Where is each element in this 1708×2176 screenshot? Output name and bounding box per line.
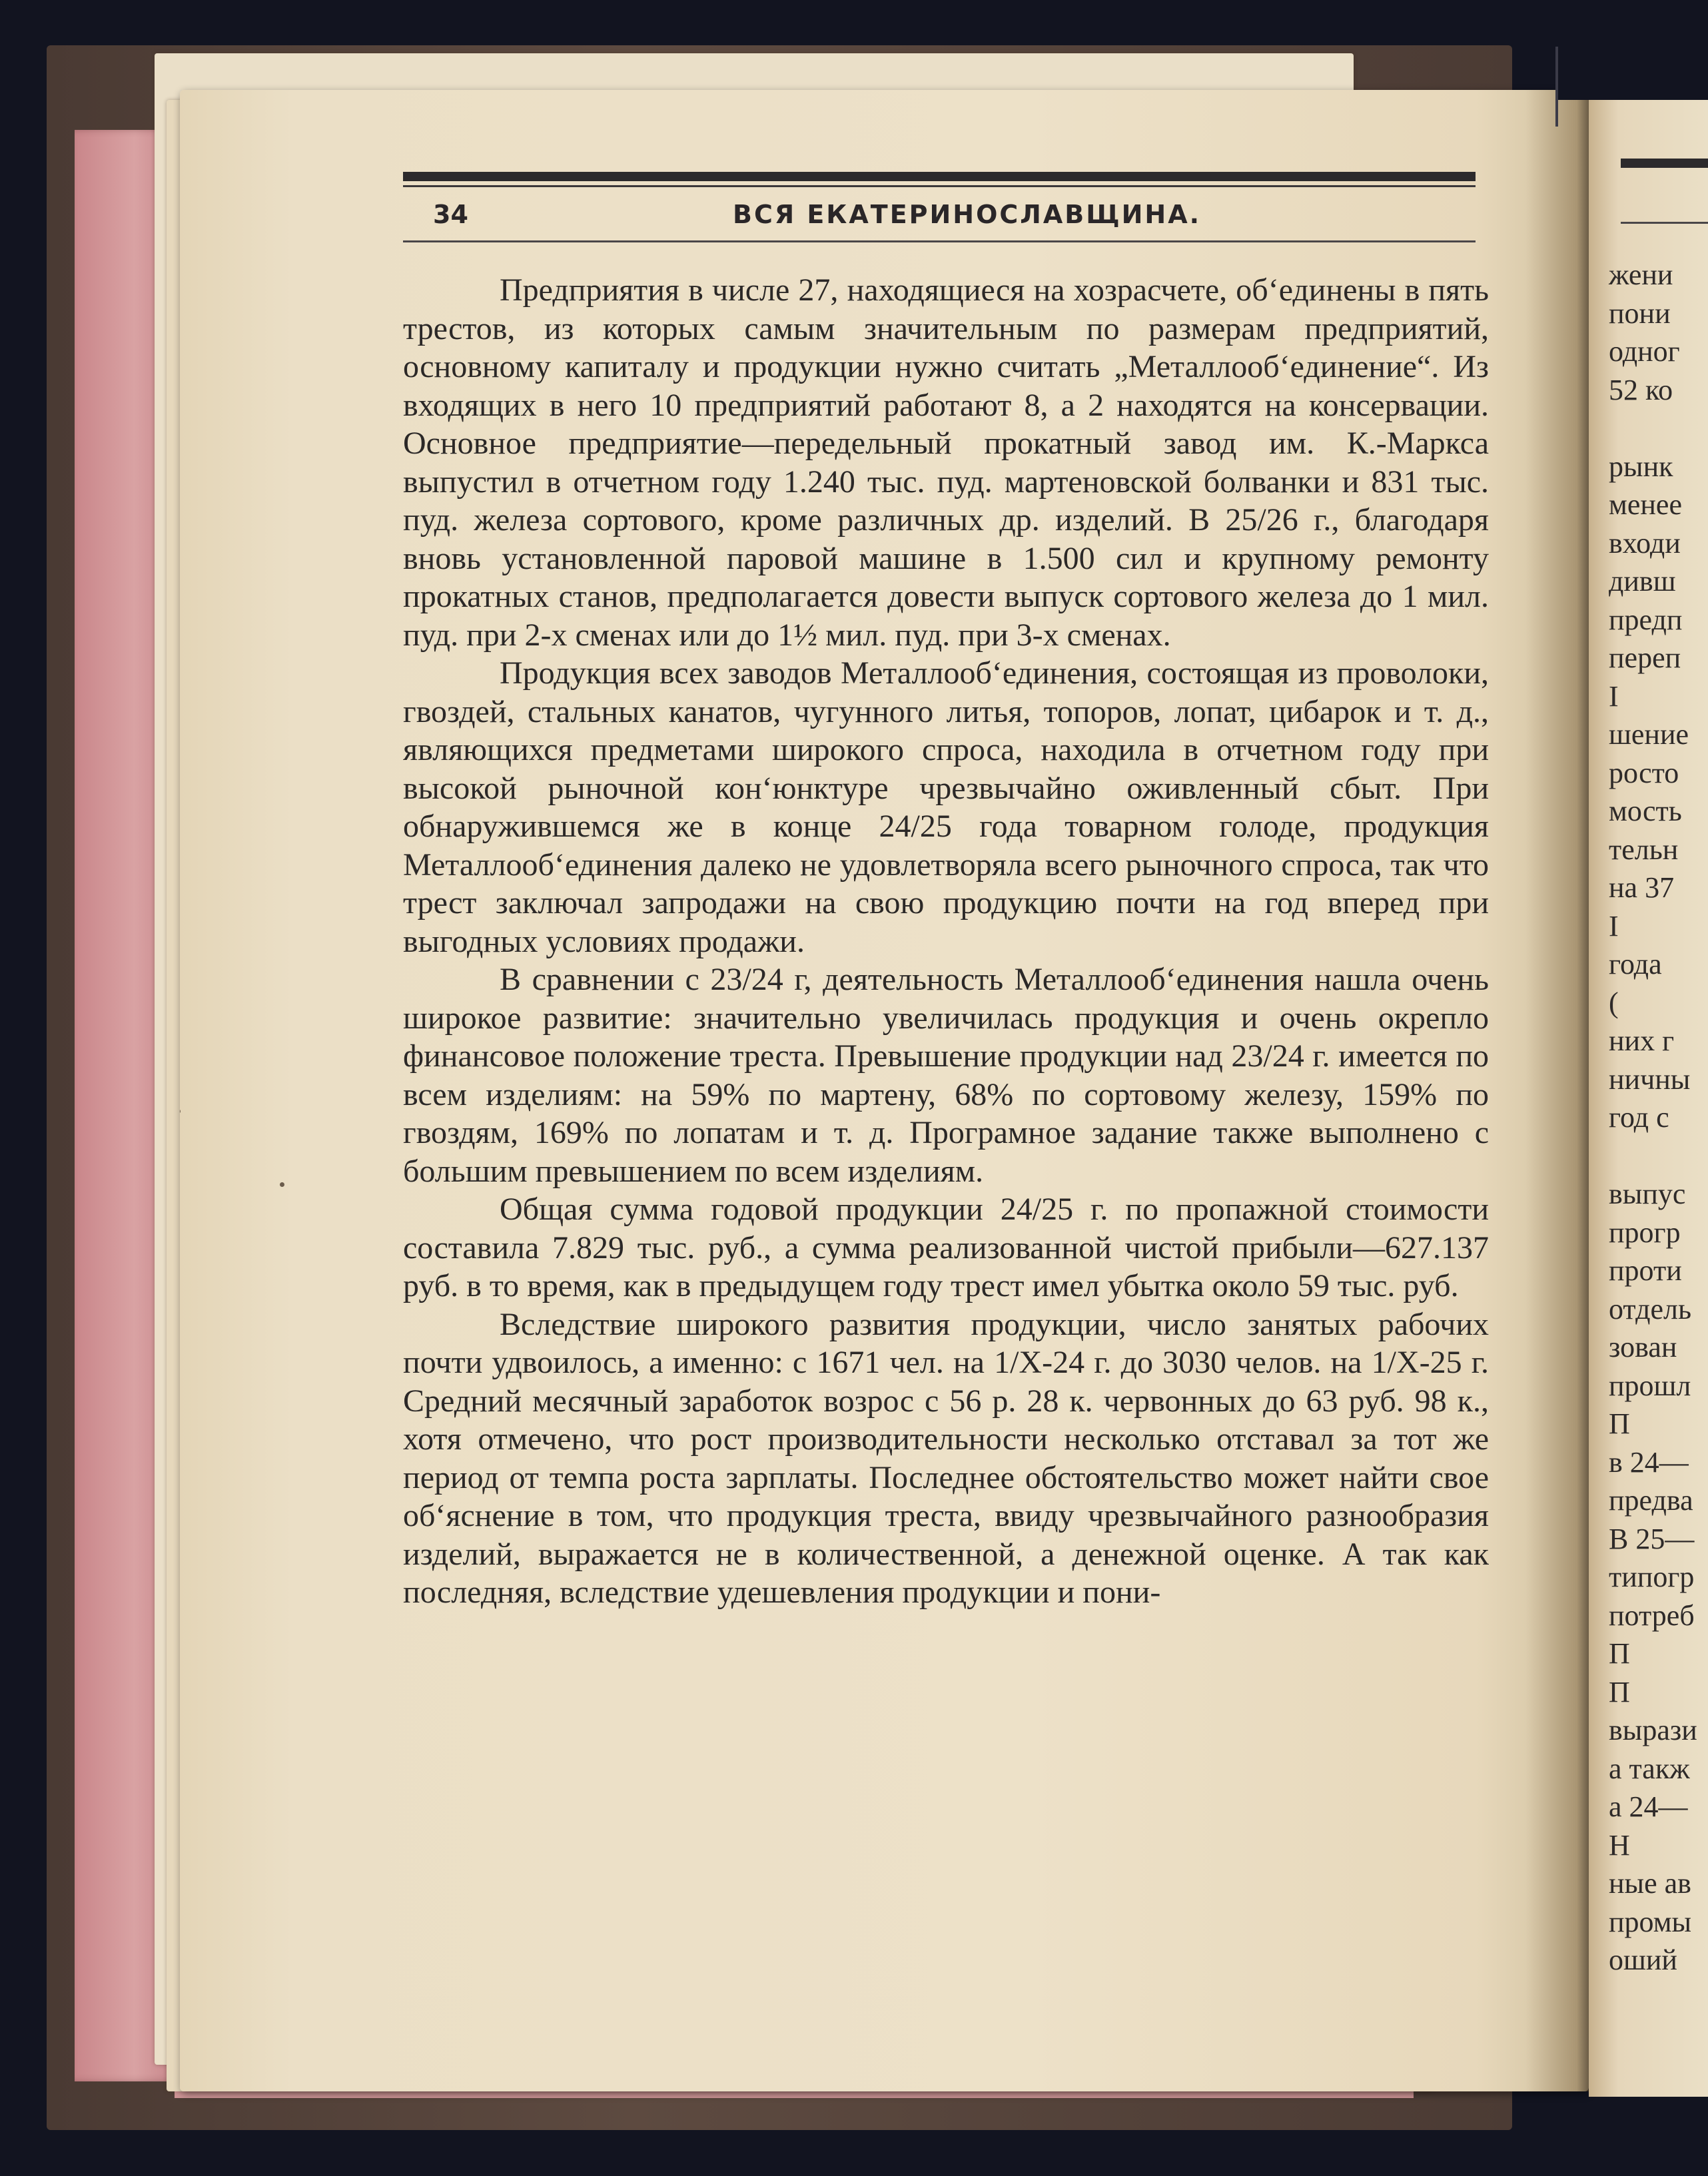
paragraph: Вследствие широкого развития продукции, число занятых рабочих почти удвоилось, а именно: с 1671 чел. на 1/X-24 г. до 3030 челов. на 1/X-25 г. Средний месячный заработок возрос с 56 р. 28 к. червонных до 63 руб. 98 к., хотя отмечено, что рост производительности несколько отставал за тот же период от темпа роста зарплаты. Последнее обстоятельство может найти свое об‘яснение в том, что продукция треста, ввиду чрезвычайного разнообразия изделий, выражается не в количественной, а денежной оценке. А так как последняя, вследствие удешевления продукции и пони- [403,1306,1489,1610]
paragraph: В сравнении с 23/24 г, деятельность Металлооб‘единения нашла очень широкое развитие: значительно увеличилась продукция и очень окрепло финансовое положение треста. Превышение продукции над 23/24 г. имеется по всем изделиям: на 59% по мартену, 68% по сортовому железу, 159% по гвоздям, 169% по лопатам и т. д. Програмное задание также выполнено с большим превышением по всем изделиям. [403,962,1489,1189]
book-page [180,90,1589,2091]
paragraph: Продукция всех заводов Металлооб‘единения, состоящая из проволоки, гвоздей, стальных канатов, чугунного литья, топоров, лопат, цибарок и т. д., являющихся предметами широкого спроса, находила в отчетном году при высокой рыночной кон‘юнктуре чрезвычайно оживленный сбыт. При обнаружившемся же в конце 24/25 года товарном голоде, продукция Металлооб‘единения далеко не удовлетворяла всего рыночного спроса, так что трест заключал запродажи на свою продукцию почти на год вперед при выгодных условиях продажи. [403,655,1489,959]
spine-line [1555,47,1558,127]
page-number: 34 [433,200,468,229]
paper-speck [180,1109,181,1114]
header-rule-thick [403,172,1476,181]
paragraph: Предприятия в числе 27, находящиеся на хозрасчете, об‘единены в пять трестов, из которых самым значительным по размерам предприятий, основному капиталу и продукции нужно считать „Металлооб‘единение“. Из входящих в него 10 предприятий работают 8, а 2 находятся на консервации. Основное предприятие—передельный прокатный завод им. К.-Маркса выпустил в отчетном году 1.240 тыс. пуд. мартеновской болванки и 831 тыс. пуд. железа сортового, кроме различных др. изделий. В 25/26 г., благодаря вновь установленной паровой машине в 1.500 сил и крупному ремонту прокатных станов, предполагается довести выпуск сортового железа до 1 мил. пуд. при 2-х сменах или до 1½ мил. пуд. при 3-х сменах. [403,272,1489,653]
body-text [403,271,1489,1612]
running-title: ВСЯ ЕКАТЕРИНОСЛАВЩИНА. [733,200,1202,229]
facing-header-rule [1621,159,1708,168]
background-gap [1555,47,1708,100]
facing-header-underline [1621,222,1708,224]
paper-speck [280,1182,284,1187]
paragraph: Общая сумма годовой продукции 24/25 г. по пропажной стоимости составила 7.829 тыс. руб., а сумма реализованной чистой прибыли—627.137 руб. в то время, как в предыдущем году трест имел убытка около 59 тыс. руб. [403,1192,1489,1303]
header-underline [403,240,1476,242]
facing-page [1589,99,1708,2097]
header-rule-thin [403,185,1476,187]
facing-page-text: жени пони одног 52 ко рынк менее входи дивш предп переп I шение росто мость тельн на 37 I года ( них г ничны год с выпус прогр проти отдель зован прошл П в 24— предва В 25— типогр потреб П П вырази а такж а 24— Н ные ав промы оший [1609,258,1697,1976]
gutter-shadow [1525,90,1599,2091]
